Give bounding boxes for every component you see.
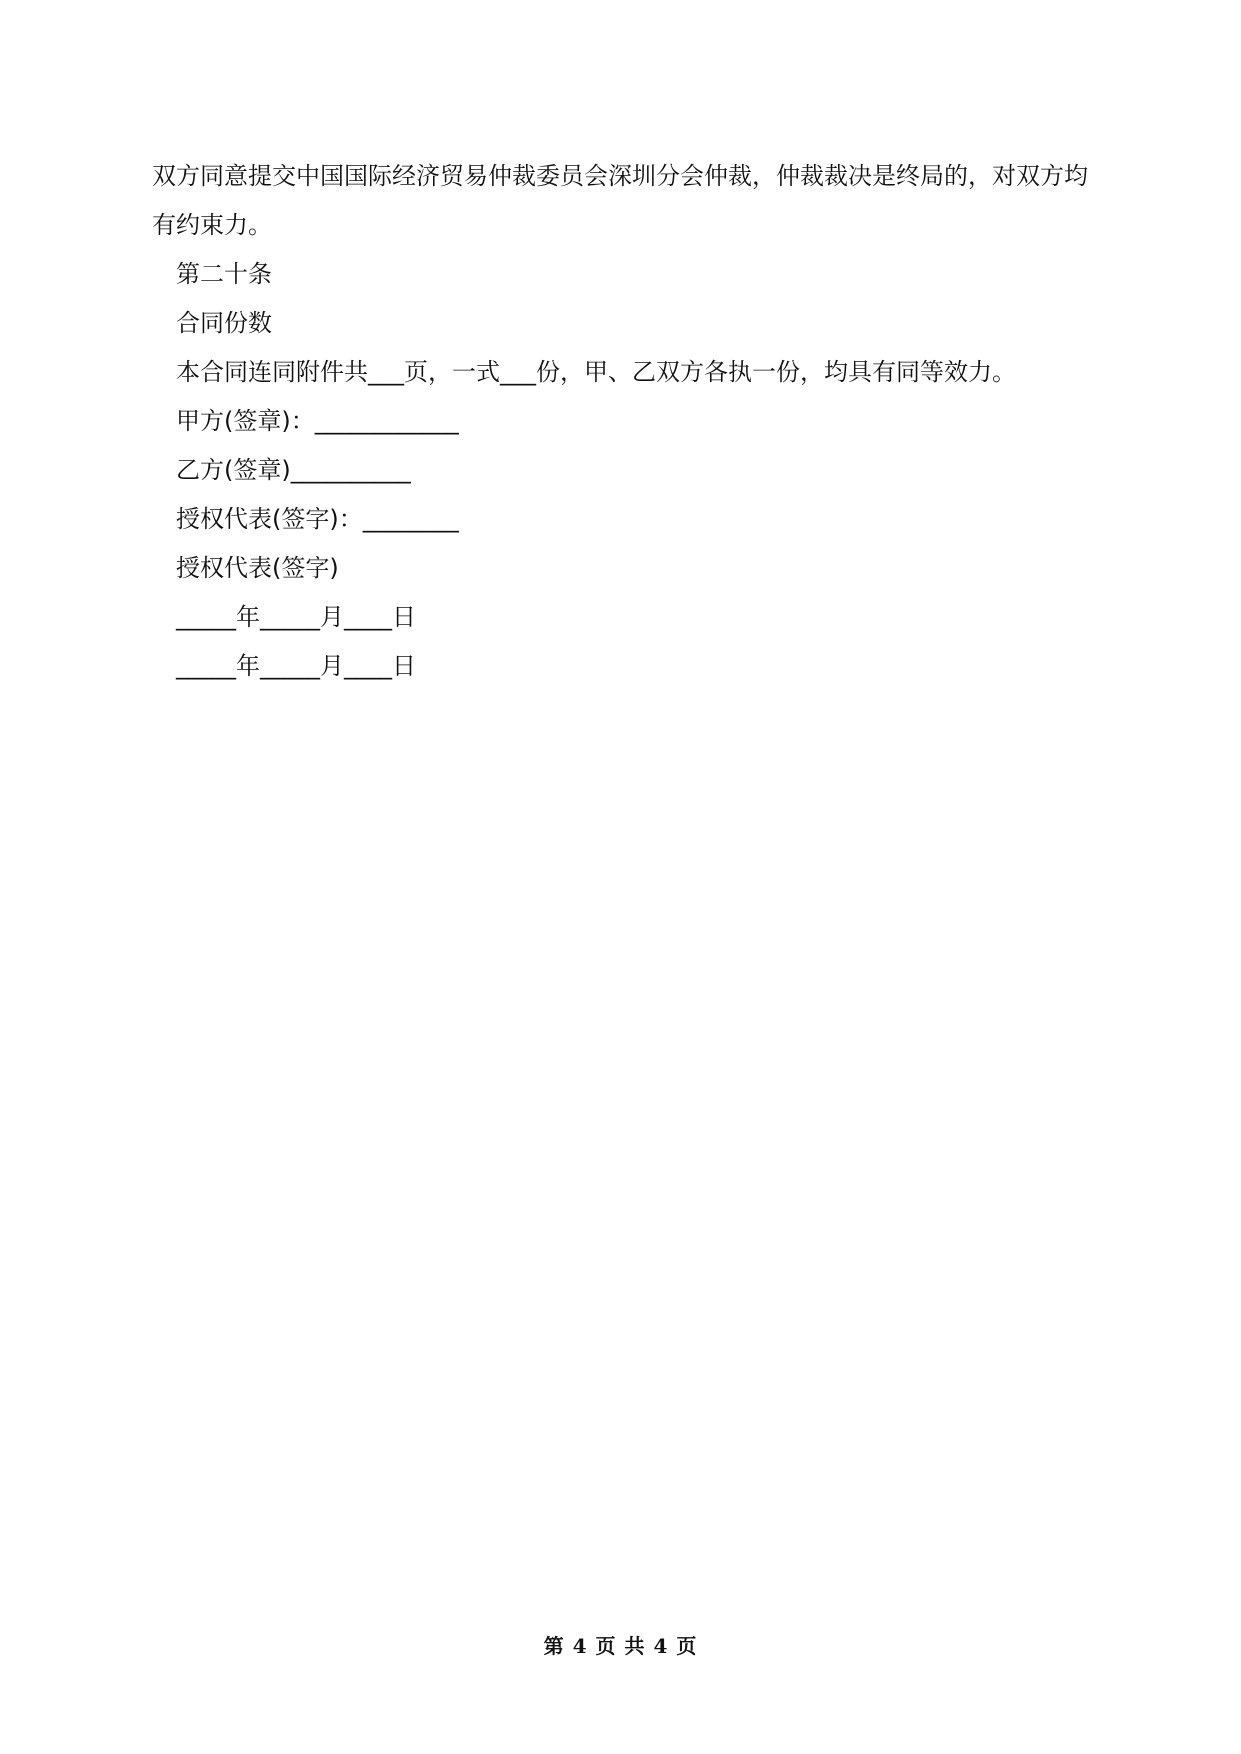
- party-a-seal-line: 甲方(签章)：____________: [176, 407, 459, 435]
- document-body: [152, 152, 1092, 691]
- page-number-footer: 第 4 页 共 4 页: [543, 1634, 698, 1658]
- authorized-rep-a-line: 授权代表(签字)：________: [176, 505, 459, 533]
- authorized-rep-b-line: 授权代表(签字): [176, 554, 339, 582]
- date-line-a: _____年_____月____日: [176, 603, 416, 631]
- arbitration-paragraph: 双方同意提交中国国际经济贸易仲裁委员会深圳分会仲裁，仲裁裁决是终局的，对双方均有约束力。: [152, 162, 1088, 239]
- date-line-b: _____年_____月____日: [176, 652, 416, 680]
- copies-clause: 本合同连同附件共___页，一式___份，甲、乙双方各执一份，均具有同等效力。: [176, 358, 1016, 386]
- article-heading: 第二十条: [176, 260, 272, 288]
- party-b-seal-line: 乙方(签章)__________: [176, 456, 411, 484]
- section-title: 合同份数: [176, 309, 272, 337]
